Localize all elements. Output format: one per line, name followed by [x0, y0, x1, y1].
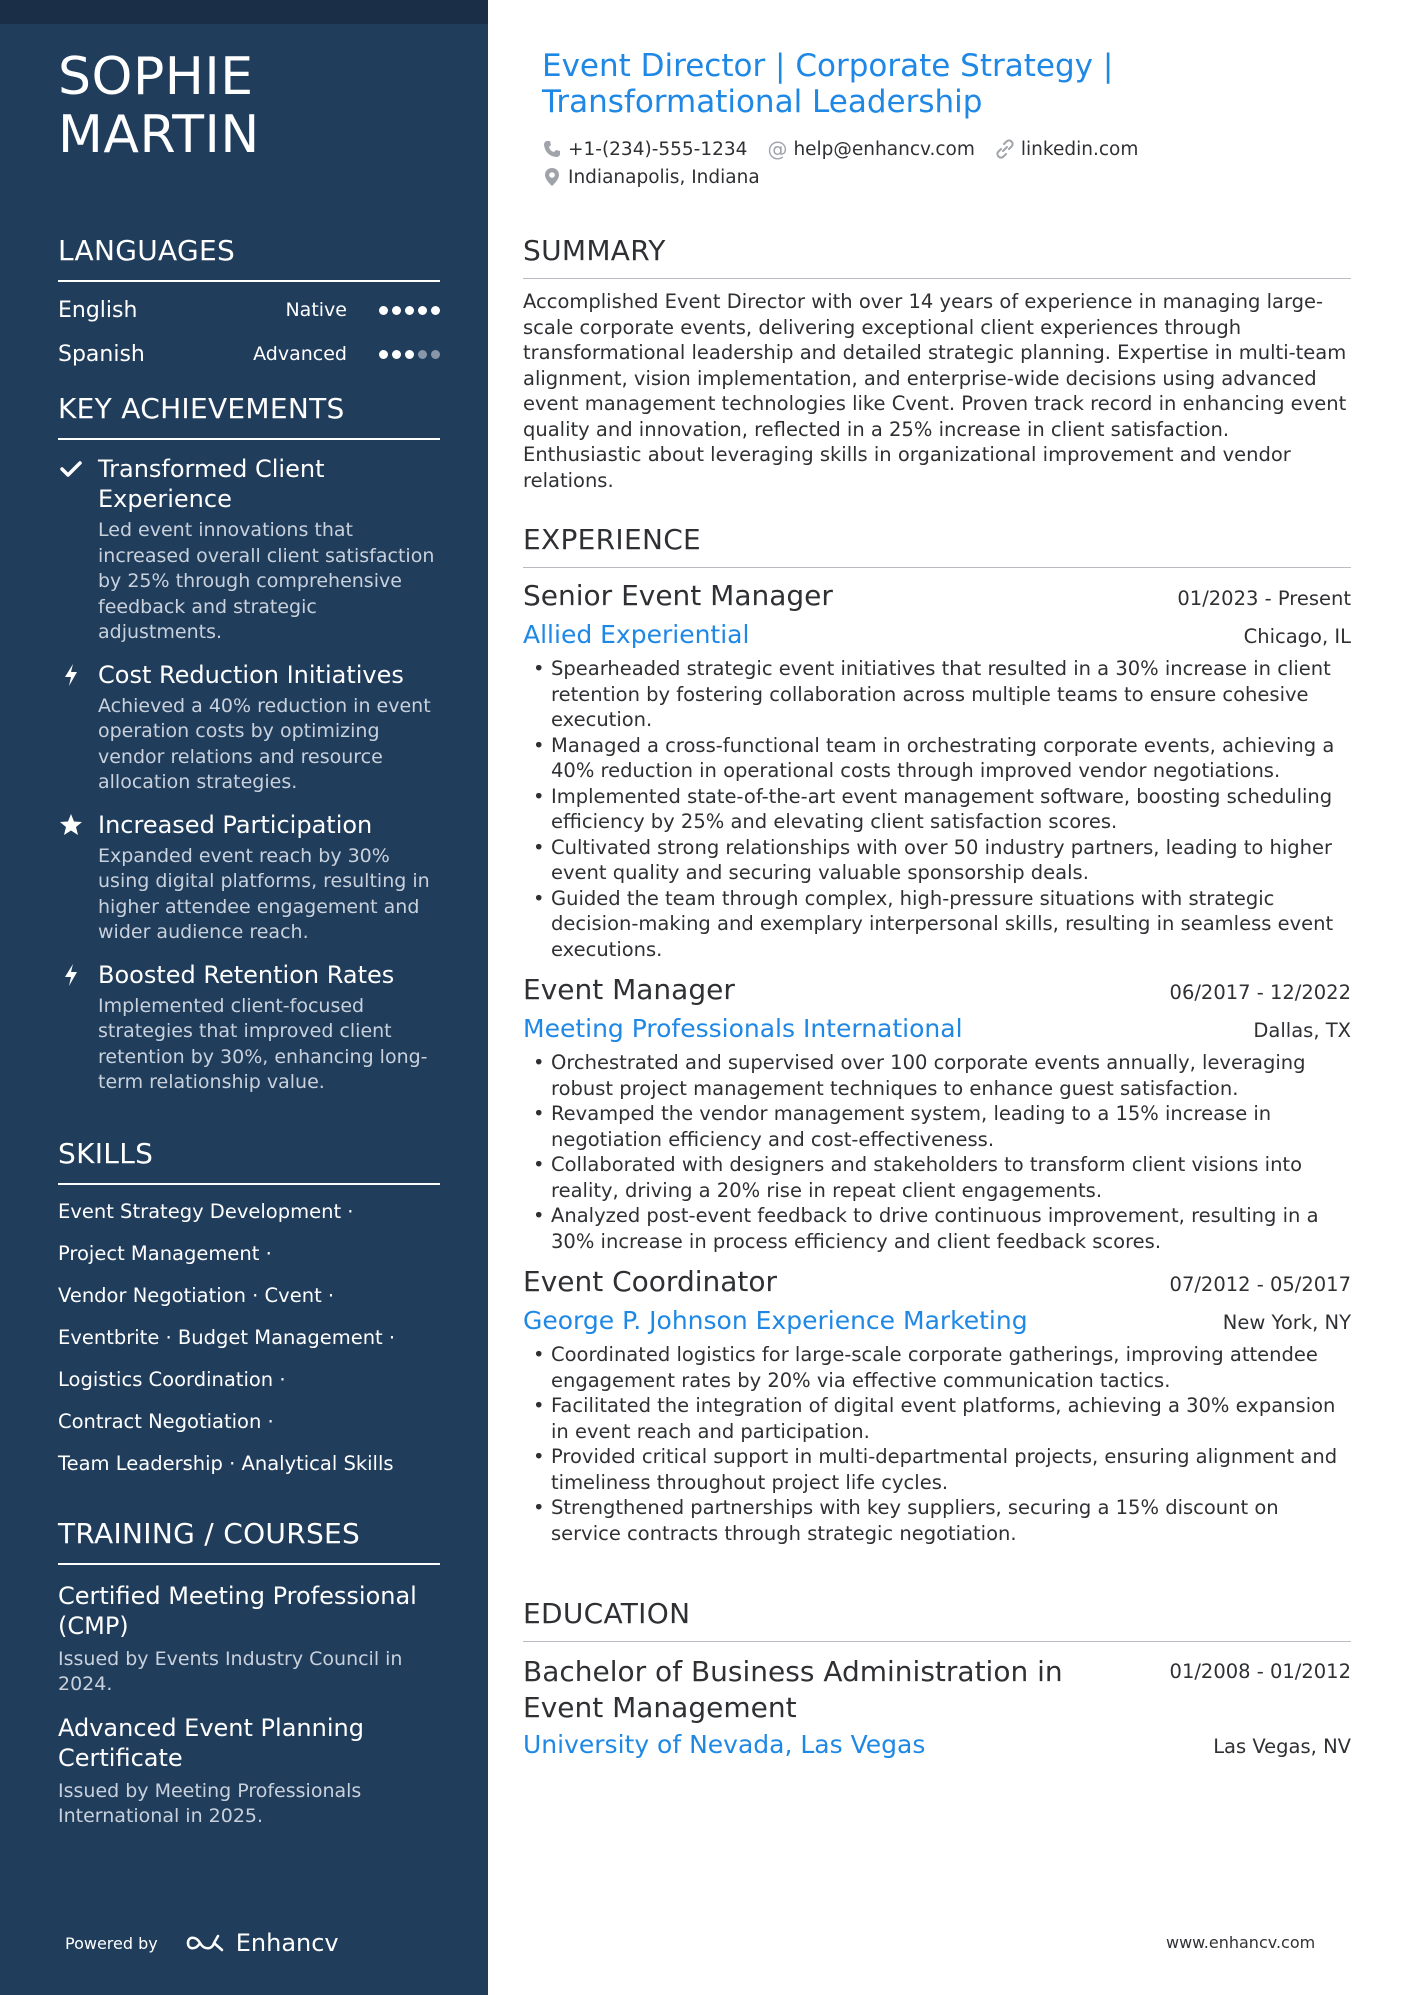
rating-dot: [392, 306, 401, 315]
rating-dot: [431, 350, 440, 359]
contact-info: [542, 135, 1362, 191]
languages-title: LANGUAGES: [58, 234, 440, 282]
job-title: Event Manager: [523, 973, 735, 1006]
name-line-2: MARTIN: [58, 105, 260, 165]
course-title: Advanced Event Planning Certificate: [58, 1714, 364, 1772]
enhancv-brand-name: Enhancv: [235, 1929, 339, 1957]
footer-url[interactable]: www.enhancv.com: [1166, 1933, 1316, 1952]
powered-by: [65, 1929, 339, 1957]
rating-dot: [392, 350, 401, 359]
rating-dot: [405, 350, 414, 359]
summary-title: SUMMARY: [523, 234, 1351, 279]
job-bullet: • Orchestrated and supervised over 100 corporate events annually, leveraging robust project management techniques to enhance guest satisfaction.: [523, 1050, 1351, 1101]
achievement-title: Increased Participation: [98, 810, 373, 839]
job-bullet: • Facilitated the integration of digital event platforms, achieving a 30% expansion in event reach and participation.: [523, 1393, 1351, 1444]
language-level: Advanced: [253, 343, 347, 365]
job-company: Allied Experiential: [523, 620, 750, 649]
person-name: [58, 48, 260, 164]
achievement-item: [58, 960, 440, 1096]
course-title: Certified Meeting Professional (CMP): [58, 1582, 417, 1640]
skill-line: Eventbrite · Budget Management ·: [58, 1326, 396, 1349]
education-date: 01/2008 - 01/2012: [1169, 1660, 1351, 1683]
achievements-title: KEY ACHIEVEMENTS: [58, 392, 440, 440]
name-line-1: SOPHIE: [58, 47, 254, 107]
education-entry: [523, 1654, 1351, 1764]
skill-line: Event Strategy Development ·: [58, 1200, 354, 1223]
sidebar-top-bar: [0, 0, 488, 24]
job-bullet: • Coordinated logistics for large-scale corporate gatherings, improving attendee engagement rates by 20% via effective communication tactics.: [523, 1342, 1351, 1393]
job-bullets: [523, 656, 1351, 962]
summary-text: Accomplished Event Director with over 14 years of experience in managing large-scale corporate events, delivering exceptional client experiences through transformational leadership and detailed strategic planning. Expertise in multi-team alignment, vision implementation, and enterprise-wide decisions using advanced event management technologies like Cvent. Proven track record in enhancing event quality and innovation, reflected in a 25% increase in client satisfaction. Enthusiastic about leveraging skills in organizational improvement and vendor relations.: [523, 290, 1347, 492]
job-bullet: • Analyzed post-event feedback to drive continuous improvement, resulting in a 30% increase in process efficiency and client feedback scores.: [523, 1203, 1351, 1254]
job-date: 06/2017 - 12/2022: [1169, 981, 1351, 1004]
location-text: Indianapolis, Indiana: [568, 166, 760, 188]
email-text: help@enhancv.com: [793, 138, 975, 160]
achievement-title: Transformed Client Experience: [98, 455, 325, 513]
job-title: Senior Event Manager: [523, 579, 833, 612]
contact-email[interactable]: [767, 139, 974, 160]
course-desc: Issued by Meeting Professionals International in 2025.: [58, 1780, 362, 1827]
job-location: Chicago, IL: [1243, 625, 1351, 648]
headline: Event Director | Corporate Strategy | Transformational Leadership: [542, 48, 1114, 120]
skill-line: Project Management ·: [58, 1242, 272, 1265]
rating-dot: [379, 350, 388, 359]
job-entry: [523, 576, 1351, 962]
enhancv-logo-icon: [184, 1932, 228, 1954]
sidebar: [0, 0, 488, 1995]
phone-icon: [542, 139, 562, 159]
achievements-section: [58, 392, 440, 1096]
skill-line: Vendor Negotiation · Cvent ·: [58, 1284, 335, 1307]
job-bullet: • Provided critical support in multi-departmental projects, ensuring alignment and timeliness throughout project life cycles.: [523, 1444, 1351, 1495]
degree-title: Bachelor of Business Administration in Event Management: [523, 1655, 1063, 1724]
language-rating: [379, 350, 440, 359]
education-section: [523, 1597, 1351, 1764]
skills-section: [58, 1137, 440, 1485]
language-row: [58, 332, 440, 376]
training-section: [58, 1517, 440, 1829]
achievement-title: Cost Reduction Initiatives: [98, 660, 404, 689]
job-bullet: • Revamped the vendor management system, leading to a 15% increase in negotiation efficiency and cost-effectiveness.: [523, 1101, 1351, 1152]
skills-list: [58, 1185, 440, 1485]
language-name: Spanish: [58, 341, 145, 367]
education-title: EDUCATION: [523, 1597, 1351, 1642]
language-name: English: [58, 297, 138, 323]
language-rating: [379, 306, 440, 315]
job-company: George P. Johnson Experience Marketing: [523, 1306, 1028, 1335]
link-icon: [995, 139, 1015, 159]
school-location: Las Vegas, NV: [1213, 1735, 1351, 1758]
bolt-icon: [58, 662, 84, 688]
job-bullet: • Implemented state-of-the-art event management software, boosting scheduling efficiency by 25% and elevating client satisfaction scores.: [523, 784, 1351, 835]
rating-dot: [418, 350, 427, 359]
enhancv-logo[interactable]: [184, 1929, 339, 1957]
achievement-desc: Achieved a 40% reduction in event operation costs by optimizing vendor relations and resource allocation strategies.: [98, 694, 431, 793]
job-bullets: [523, 1342, 1351, 1546]
star-icon: [58, 812, 84, 838]
achievement-desc: Led event innovations that increased overall client satisfaction by 25% through comprehensive feedback and strategic adjustments.: [98, 519, 435, 643]
bolt-icon: [58, 962, 84, 988]
job-bullet: • Managed a cross-functional team in orchestrating corporate events, achieving a 40% reduction in operational costs through improved vendor negotiations.: [523, 733, 1351, 784]
rating-dot: [379, 306, 388, 315]
rating-dot: [431, 306, 440, 315]
language-row: [58, 288, 440, 332]
school-name: University of Nevada, Las Vegas: [523, 1730, 926, 1759]
achievement-desc: Expanded event reach by 30% using digital platforms, resulting in higher attendee engagement and wider audience reach.: [98, 844, 430, 943]
experience-title: EXPERIENCE: [523, 523, 1351, 568]
job-title: Event Coordinator: [523, 1265, 778, 1298]
job-bullets: [523, 1050, 1351, 1254]
course-item: [58, 1713, 440, 1829]
check-icon: [58, 456, 84, 482]
achievement-title: Boosted Retention Rates: [98, 960, 395, 989]
linkedin-text: linkedin.com: [1020, 138, 1139, 160]
skill-line: Contract Negotiation ·: [58, 1410, 274, 1433]
languages-section: [58, 234, 440, 376]
contact-linkedin[interactable]: [995, 139, 1138, 160]
contact-phone[interactable]: [542, 139, 747, 160]
job-date: 07/2012 - 05/2017: [1169, 1273, 1351, 1296]
job-bullet: • Spearheaded strategic event initiatives that resulted in a 30% increase in client retention by fostering collaboration across multiple teams to ensure cohesive execution.: [523, 656, 1351, 733]
skill-line: Logistics Coordination ·: [58, 1368, 286, 1391]
job-date: 01/2023 - Present: [1177, 587, 1351, 610]
rating-dot: [405, 306, 414, 315]
achievement-item: [58, 660, 440, 796]
course-desc: Issued by Events Industry Council in 2024.: [58, 1648, 403, 1695]
achievement-desc: Implemented client-focused strategies that improved client retention by 30%, enhancing long-term relationship value.: [98, 994, 428, 1093]
job-bullet: • Guided the team through complex, high-pressure situations with strategic decision-making and exemplary interpersonal skills, resulting in seamless event executions.: [523, 886, 1351, 963]
job-bullet: • Cultivated strong relationships with over 50 industry partners, leading to higher event quality and securing valuable sponsorship deals.: [523, 835, 1351, 886]
achievement-item: [58, 810, 440, 946]
job-bullet: • Strengthened partnerships with key suppliers, securing a 15% discount on service contracts through strategic negotiation.: [523, 1495, 1351, 1546]
skills-title: SKILLS: [58, 1137, 440, 1185]
summary-section: [523, 234, 1351, 493]
job-bullet: • Collaborated with designers and stakeholders to transform client visions into reality, driving a 20% rise in repeat client engagements.: [523, 1152, 1351, 1203]
job-entry: [523, 970, 1351, 1254]
location-pin-icon: [542, 167, 562, 187]
experience-section: [523, 523, 1351, 1546]
contact-location: [542, 167, 760, 188]
rating-dot: [418, 306, 427, 315]
powered-by-label: Powered by: [65, 1933, 158, 1953]
job-entry: [523, 1262, 1351, 1546]
phone-text: +1-(234)-555-1234: [568, 138, 748, 160]
achievement-item: [58, 454, 440, 646]
job-company: Meeting Professionals International: [523, 1014, 963, 1043]
language-level: Native: [285, 299, 347, 321]
at-icon: @: [767, 137, 788, 161]
training-title: TRAINING / COURSES: [58, 1517, 440, 1565]
course-item: [58, 1581, 440, 1697]
job-location: New York, NY: [1222, 1311, 1351, 1334]
job-location: Dallas, TX: [1253, 1019, 1351, 1042]
skill-line: Team Leadership · Analytical Skills: [58, 1452, 394, 1475]
